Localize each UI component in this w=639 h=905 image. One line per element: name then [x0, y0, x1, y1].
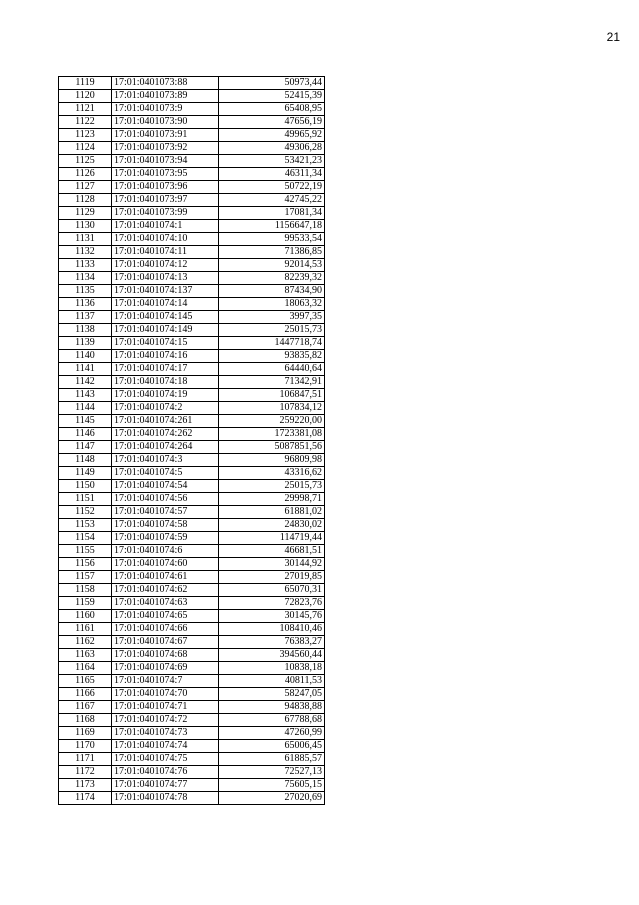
row-number-cell: 1158 [59, 584, 112, 597]
value-cell: 87434,90 [219, 285, 325, 298]
page-number: 21 [606, 30, 620, 44]
value-cell: 5087851,56 [219, 441, 325, 454]
row-number-cell: 1145 [59, 415, 112, 428]
value-cell: 1723381,08 [219, 428, 325, 441]
value-cell: 3997,35 [219, 311, 325, 324]
cadastral-number-cell: 17:01:0401073:97 [112, 194, 219, 207]
table-row [59, 597, 325, 610]
row-number-cell: 1142 [59, 376, 112, 389]
cadastral-number-cell: 17:01:0401073:94 [112, 155, 219, 168]
row-number-cell: 1140 [59, 350, 112, 363]
cadastral-number-cell: 17:01:0401074:149 [112, 324, 219, 337]
table-row [59, 376, 325, 389]
row-number-cell: 1164 [59, 662, 112, 675]
row-number-cell: 1157 [59, 571, 112, 584]
value-cell: 49306,28 [219, 142, 325, 155]
value-cell: 71386,85 [219, 246, 325, 259]
table-row [59, 350, 325, 363]
value-cell: 43316,62 [219, 467, 325, 480]
row-number-cell: 1148 [59, 454, 112, 467]
table-row [59, 194, 325, 207]
value-cell: 42745,22 [219, 194, 325, 207]
table-row [59, 662, 325, 675]
row-number-cell: 1126 [59, 168, 112, 181]
cadastral-number-cell: 17:01:0401074:12 [112, 259, 219, 272]
table-row [59, 90, 325, 103]
row-number-cell: 1170 [59, 740, 112, 753]
cadastral-number-cell: 17:01:0401073:95 [112, 168, 219, 181]
cadastral-number-cell: 17:01:0401074:17 [112, 363, 219, 376]
table-row [59, 584, 325, 597]
value-cell: 49965,92 [219, 129, 325, 142]
value-cell: 24830,02 [219, 519, 325, 532]
row-number-cell: 1127 [59, 181, 112, 194]
value-cell: 64440,64 [219, 363, 325, 376]
table-row [59, 207, 325, 220]
table-row [59, 779, 325, 792]
cadastral-number-cell: 17:01:0401073:92 [112, 142, 219, 155]
value-cell: 259220,00 [219, 415, 325, 428]
row-number-cell: 1119 [59, 77, 112, 90]
value-cell: 18063,32 [219, 298, 325, 311]
row-number-cell: 1120 [59, 90, 112, 103]
cadastral-number-cell: 17:01:0401074:6 [112, 545, 219, 558]
value-cell: 72823,76 [219, 597, 325, 610]
table-row [59, 740, 325, 753]
cadastral-number-cell: 17:01:0401074:261 [112, 415, 219, 428]
row-number-cell: 1171 [59, 753, 112, 766]
cadastral-number-cell: 17:01:0401073:91 [112, 129, 219, 142]
row-number-cell: 1159 [59, 597, 112, 610]
row-number-cell: 1147 [59, 441, 112, 454]
table-row [59, 155, 325, 168]
value-cell: 394560,44 [219, 649, 325, 662]
table-row [59, 233, 325, 246]
cadastral-number-cell: 17:01:0401074:76 [112, 766, 219, 779]
table-row [59, 727, 325, 740]
cadastral-number-cell: 17:01:0401074:62 [112, 584, 219, 597]
value-cell: 53421,23 [219, 155, 325, 168]
row-number-cell: 1165 [59, 675, 112, 688]
row-number-cell: 1173 [59, 779, 112, 792]
row-number-cell: 1130 [59, 220, 112, 233]
value-cell: 50973,44 [219, 77, 325, 90]
value-cell: 1447718,74 [219, 337, 325, 350]
cadastral-number-cell: 17:01:0401073:89 [112, 90, 219, 103]
cadastral-number-cell: 17:01:0401074:7 [112, 675, 219, 688]
table-row [59, 454, 325, 467]
value-cell: 1156647,18 [219, 220, 325, 233]
table-row [59, 493, 325, 506]
cadastral-number-cell: 17:01:0401073:99 [112, 207, 219, 220]
cadastral-number-cell: 17:01:0401074:264 [112, 441, 219, 454]
row-number-cell: 1138 [59, 324, 112, 337]
table-row [59, 363, 325, 376]
table-row [59, 129, 325, 142]
row-number-cell: 1123 [59, 129, 112, 142]
value-cell: 40811,53 [219, 675, 325, 688]
table-row [59, 480, 325, 493]
value-cell: 65006,45 [219, 740, 325, 753]
cadastral-number-cell: 17:01:0401074:74 [112, 740, 219, 753]
cadastral-number-cell: 17:01:0401074:10 [112, 233, 219, 246]
row-number-cell: 1124 [59, 142, 112, 155]
value-cell: 30145,76 [219, 610, 325, 623]
cadastral-number-cell: 17:01:0401073:90 [112, 116, 219, 129]
row-number-cell: 1163 [59, 649, 112, 662]
cadastral-number-cell: 17:01:0401073:88 [112, 77, 219, 90]
table-row [59, 181, 325, 194]
table-row [59, 675, 325, 688]
cadastral-number-cell: 17:01:0401074:58 [112, 519, 219, 532]
value-cell: 82239,32 [219, 272, 325, 285]
row-number-cell: 1121 [59, 103, 112, 116]
row-number-cell: 1122 [59, 116, 112, 129]
table-row [59, 506, 325, 519]
value-cell: 50722,19 [219, 181, 325, 194]
table-row [59, 441, 325, 454]
cadastral-number-cell: 17:01:0401074:73 [112, 727, 219, 740]
row-number-cell: 1128 [59, 194, 112, 207]
table-row [59, 428, 325, 441]
table-row [59, 298, 325, 311]
cadastral-number-cell: 17:01:0401074:78 [112, 792, 219, 805]
value-cell: 72527,13 [219, 766, 325, 779]
table-row [59, 168, 325, 181]
cadastral-number-cell: 17:01:0401074:14 [112, 298, 219, 311]
row-number-cell: 1169 [59, 727, 112, 740]
cadastral-number-cell: 17:01:0401074:66 [112, 623, 219, 636]
row-number-cell: 1133 [59, 259, 112, 272]
row-number-cell: 1131 [59, 233, 112, 246]
value-cell: 99533,54 [219, 233, 325, 246]
row-number-cell: 1161 [59, 623, 112, 636]
table-row [59, 402, 325, 415]
value-cell: 65070,31 [219, 584, 325, 597]
cadastral-number-cell: 17:01:0401074:71 [112, 701, 219, 714]
cadastral-number-cell: 17:01:0401074:54 [112, 480, 219, 493]
value-cell: 92014,53 [219, 259, 325, 272]
cadastral-number-cell: 17:01:0401074:15 [112, 337, 219, 350]
value-cell: 25015,73 [219, 480, 325, 493]
table-row [59, 714, 325, 727]
table-row [59, 701, 325, 714]
value-cell: 52415,39 [219, 90, 325, 103]
value-cell: 96809,98 [219, 454, 325, 467]
row-number-cell: 1141 [59, 363, 112, 376]
value-cell: 47260,99 [219, 727, 325, 740]
table-row [59, 77, 325, 90]
cadastral-number-cell: 17:01:0401074:57 [112, 506, 219, 519]
row-number-cell: 1172 [59, 766, 112, 779]
cadastral-number-cell: 17:01:0401074:69 [112, 662, 219, 675]
row-number-cell: 1144 [59, 402, 112, 415]
table-body [59, 77, 325, 805]
value-cell: 93835,82 [219, 350, 325, 363]
table-row [59, 311, 325, 324]
value-cell: 30144,92 [219, 558, 325, 571]
table-row [59, 649, 325, 662]
value-cell: 106847,51 [219, 389, 325, 402]
table-row [59, 610, 325, 623]
value-cell: 76383,27 [219, 636, 325, 649]
table-row [59, 688, 325, 701]
row-number-cell: 1125 [59, 155, 112, 168]
cadastral-number-cell: 17:01:0401074:75 [112, 753, 219, 766]
cadastral-number-cell: 17:01:0401073:96 [112, 181, 219, 194]
cadastral-number-cell: 17:01:0401074:145 [112, 311, 219, 324]
row-number-cell: 1167 [59, 701, 112, 714]
cadastral-number-cell: 17:01:0401074:3 [112, 454, 219, 467]
cadastral-number-cell: 17:01:0401074:67 [112, 636, 219, 649]
table-row [59, 545, 325, 558]
table-row [59, 571, 325, 584]
cadastral-number-cell: 17:01:0401074:1 [112, 220, 219, 233]
cadastral-number-cell: 17:01:0401074:11 [112, 246, 219, 259]
cadastral-number-cell: 17:01:0401073:9 [112, 103, 219, 116]
row-number-cell: 1153 [59, 519, 112, 532]
cadastral-number-cell: 17:01:0401074:61 [112, 571, 219, 584]
table-row [59, 792, 325, 805]
row-number-cell: 1143 [59, 389, 112, 402]
row-number-cell: 1135 [59, 285, 112, 298]
table-row [59, 623, 325, 636]
row-number-cell: 1150 [59, 480, 112, 493]
table-row [59, 389, 325, 402]
cadastral-number-cell: 17:01:0401074:72 [112, 714, 219, 727]
value-cell: 17081,34 [219, 207, 325, 220]
table-row [59, 285, 325, 298]
cadastral-number-cell: 17:01:0401074:18 [112, 376, 219, 389]
table-row [59, 766, 325, 779]
table-row [59, 246, 325, 259]
value-cell: 114719,44 [219, 532, 325, 545]
table-row [59, 324, 325, 337]
row-number-cell: 1136 [59, 298, 112, 311]
value-cell: 108410,46 [219, 623, 325, 636]
table-row [59, 142, 325, 155]
value-cell: 61885,57 [219, 753, 325, 766]
value-cell: 75605,15 [219, 779, 325, 792]
value-cell: 46311,34 [219, 168, 325, 181]
value-cell: 58247,05 [219, 688, 325, 701]
value-cell: 65408,95 [219, 103, 325, 116]
table-row [59, 558, 325, 571]
value-cell: 67788,68 [219, 714, 325, 727]
table-row [59, 220, 325, 233]
table-row [59, 337, 325, 350]
cadastral-number-cell: 17:01:0401074:68 [112, 649, 219, 662]
value-cell: 61881,02 [219, 506, 325, 519]
table-row [59, 103, 325, 116]
row-number-cell: 1149 [59, 467, 112, 480]
cadastral-number-cell: 17:01:0401074:5 [112, 467, 219, 480]
table-row [59, 753, 325, 766]
value-cell: 46681,51 [219, 545, 325, 558]
row-number-cell: 1134 [59, 272, 112, 285]
cadastral-number-cell: 17:01:0401074:19 [112, 389, 219, 402]
cadastral-number-cell: 17:01:0401074:13 [112, 272, 219, 285]
row-number-cell: 1146 [59, 428, 112, 441]
value-cell: 71342,91 [219, 376, 325, 389]
row-number-cell: 1162 [59, 636, 112, 649]
row-number-cell: 1139 [59, 337, 112, 350]
row-number-cell: 1160 [59, 610, 112, 623]
table-row [59, 519, 325, 532]
table-row [59, 259, 325, 272]
cadastral-number-cell: 17:01:0401074:2 [112, 402, 219, 415]
row-number-cell: 1155 [59, 545, 112, 558]
value-cell: 107834,12 [219, 402, 325, 415]
value-cell: 10838,18 [219, 662, 325, 675]
cadastral-number-cell: 17:01:0401074:65 [112, 610, 219, 623]
value-cell: 29998,71 [219, 493, 325, 506]
value-cell: 27020,69 [219, 792, 325, 805]
cadastral-number-cell: 17:01:0401074:59 [112, 532, 219, 545]
table-row [59, 415, 325, 428]
cadastral-number-cell: 17:01:0401074:70 [112, 688, 219, 701]
value-cell: 47656,19 [219, 116, 325, 129]
cadastral-number-cell: 17:01:0401074:63 [112, 597, 219, 610]
row-number-cell: 1166 [59, 688, 112, 701]
row-number-cell: 1151 [59, 493, 112, 506]
row-number-cell: 1137 [59, 311, 112, 324]
row-number-cell: 1154 [59, 532, 112, 545]
cadastral-number-cell: 17:01:0401074:16 [112, 350, 219, 363]
cadastral-number-cell: 17:01:0401074:137 [112, 285, 219, 298]
table-row [59, 532, 325, 545]
cadastral-number-cell: 17:01:0401074:60 [112, 558, 219, 571]
table-row [59, 116, 325, 129]
value-cell: 27019,85 [219, 571, 325, 584]
table-row [59, 636, 325, 649]
table-row [59, 272, 325, 285]
cadastral-number-cell: 17:01:0401074:56 [112, 493, 219, 506]
cadastral-number-cell: 17:01:0401074:77 [112, 779, 219, 792]
cadastral-value-table [58, 76, 325, 805]
table-row [59, 467, 325, 480]
row-number-cell: 1129 [59, 207, 112, 220]
row-number-cell: 1132 [59, 246, 112, 259]
cadastral-number-cell: 17:01:0401074:262 [112, 428, 219, 441]
value-cell: 25015,73 [219, 324, 325, 337]
row-number-cell: 1168 [59, 714, 112, 727]
value-cell: 94838,88 [219, 701, 325, 714]
row-number-cell: 1174 [59, 792, 112, 805]
row-number-cell: 1156 [59, 558, 112, 571]
row-number-cell: 1152 [59, 506, 112, 519]
